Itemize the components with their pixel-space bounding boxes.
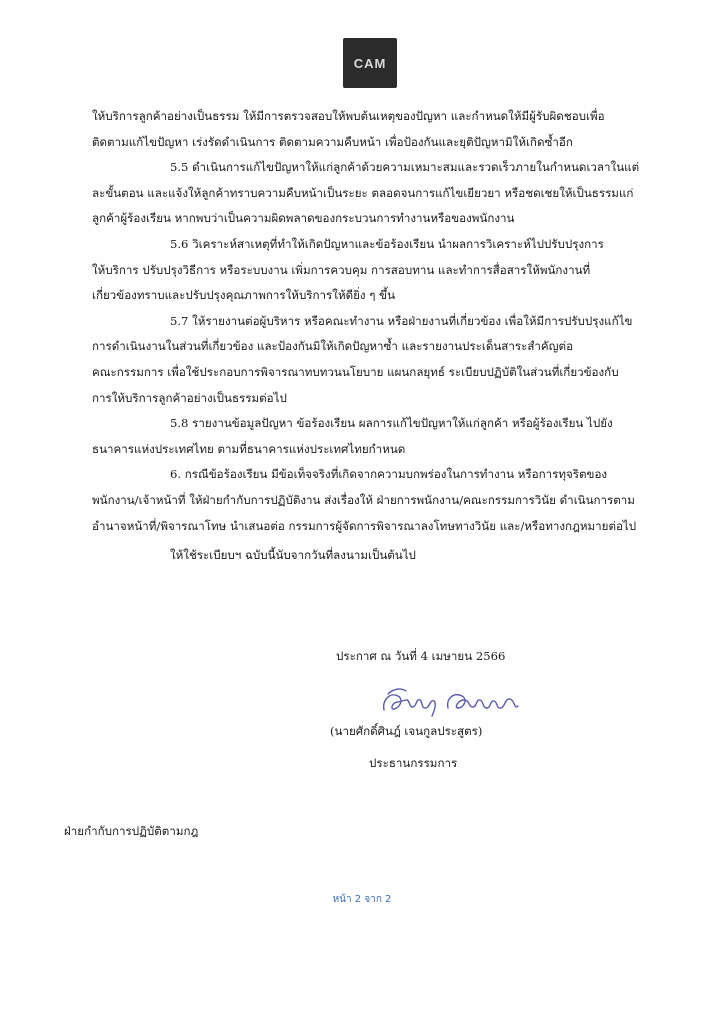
handwritten-signature [376,682,536,722]
text-line: เกี่ยวข้องทราบและปรับปรุงคุณภาพการให้บริการให้ดียิ่ง ๆ ขึ้น [92,288,396,303]
text-line: ละขั้นตอน และแจ้งให้ลูกค้าทราบความคืบหน้าเป็นระยะ ตลอดจนการแก้ไขเยียวยา หรือชดเชยให้เป็นธรรมแก่ [92,185,634,200]
text-line: ให้บริการลูกค้าอย่างเป็นธรรม ให้มีการตรวจสอบให้พบต้นเหตุของปัญหา และกำหนดให้มีผู้รับผิดชอบเพื่อ [92,109,605,123]
text-line: ลูกค้าผู้ร้องเรียน หากพบว่าเป็นความผิดพลาดของกระบวนการทำงานหรือของพนักงาน [92,211,515,226]
paragraph-continuation [92,104,658,155]
text-line: พนักงาน/เจ้าหน้าที่ ให้ฝ่ายกำกับการปฏิบัติงาน ส่งเรื่องให้ ฝ่ายการพนักงาน/คณะกรรมการวินัย ดำเนินการตาม [92,492,635,507]
paragraph-6 [92,462,658,539]
page-number: หน้า 2 จาก 2 [332,894,392,905]
company-logo [343,38,397,88]
text-line: ให้บริการ ปรับปรุงวิธีการ หรือระบบงาน เพิ่มการควบคุม การสอบทาน และทำการสื่อสารให้พนักงานที่ [92,262,591,277]
text-line: ให้ใช้ระเบียบฯ ฉบับนี้นับจากวันที่ลงนามเป็นต้นไป [170,548,416,563]
text-line: 5.8 รายงานข้อมูลปัญหา ข้อร้องเรียน ผลการแก้ไขปัญหาให้แก่ลูกค้า หรือผู้ร้องเรียน ไปยัง [170,416,613,431]
announcement-date: ประกาศ ณ วันที่ 4 เมษายน 2566 [336,649,506,663]
paragraph-5-6 [92,232,658,309]
text-line: การดำเนินงานในส่วนที่เกี่ยวข้อง และป้องกันมิให้เกิดปัญหาซ้ำ และรายงานประเด็นสาระสำคัญต่อ [92,339,574,354]
department-name: ฝ่ายกำกับการปฏิบัติตามกฎ [64,824,199,838]
text-line: อำนาจหน้าที่/พิจารณาโทษ นำเสนอต่อ กรรมการผู้จัดการพิจารณาลงโทษทางวินัย และ/หรือทางกฎหมายต่อไป [92,518,637,533]
paragraph-5-8 [92,411,658,462]
logo-text: CAM [353,55,387,71]
text-line: 5.7 ให้รายงานต่อผู้บริหาร หรือคณะทำงาน หรือฝ่ายงานที่เกี่ยวข้อง เพื่อให้มีการปรับปรุงแก้ไข [170,313,633,328]
paragraph-5-5 [92,155,658,232]
document-body [92,104,658,569]
paragraph-effective [92,543,658,569]
paragraph-5-7 [92,309,658,411]
text-line: 5.5 ดำเนินการแก้ไขปัญหาให้แก่ลูกค้าด้วยความเหมาะสมและรวดเร็วภายในกำหนดเวลาในแต่ [170,160,640,175]
text-line: การให้บริการลูกค้าอย่างเป็นธรรมต่อไป [92,390,287,405]
text-line: ติดตามแก้ไขปัญหา เร่งรัดดำเนินการ ติดตามความคืบหน้า เพื่อป้องกันและยุติปัญหามิให้เกิดซ้ำอีก [92,134,573,149]
text-line: 6. กรณีข้อร้องเรียน มีข้อเท็จจริงที่เกิดจากความบกพร่องในการทำงาน หรือการทุจริตของ [170,467,608,482]
text-line: 5.6 วิเคราะห์สาเหตุที่ทำให้เกิดปัญหาและข้อร้องเรียน นำผลการวิเคราะห์ไปปรับปรุงการ [170,236,604,251]
text-line: ธนาคารแห่งประเทศไทย ตามที่ธนาคารแห่งประเทศไทยกำหนด [92,441,406,456]
signer-title: ประธานกรรมการ [369,756,458,770]
text-line: คณะกรรมการ เพื่อใช้ประกอบการพิจารณาทบทวนนโยบาย แผนกลยุทธ์ ระเบียบปฏิบัติในส่วนที่เกี่ยวข้องกับ [92,364,619,379]
signer-name: (นายศักดิ์ศินฎ์ เจนกูลประสูตร) [330,724,483,738]
